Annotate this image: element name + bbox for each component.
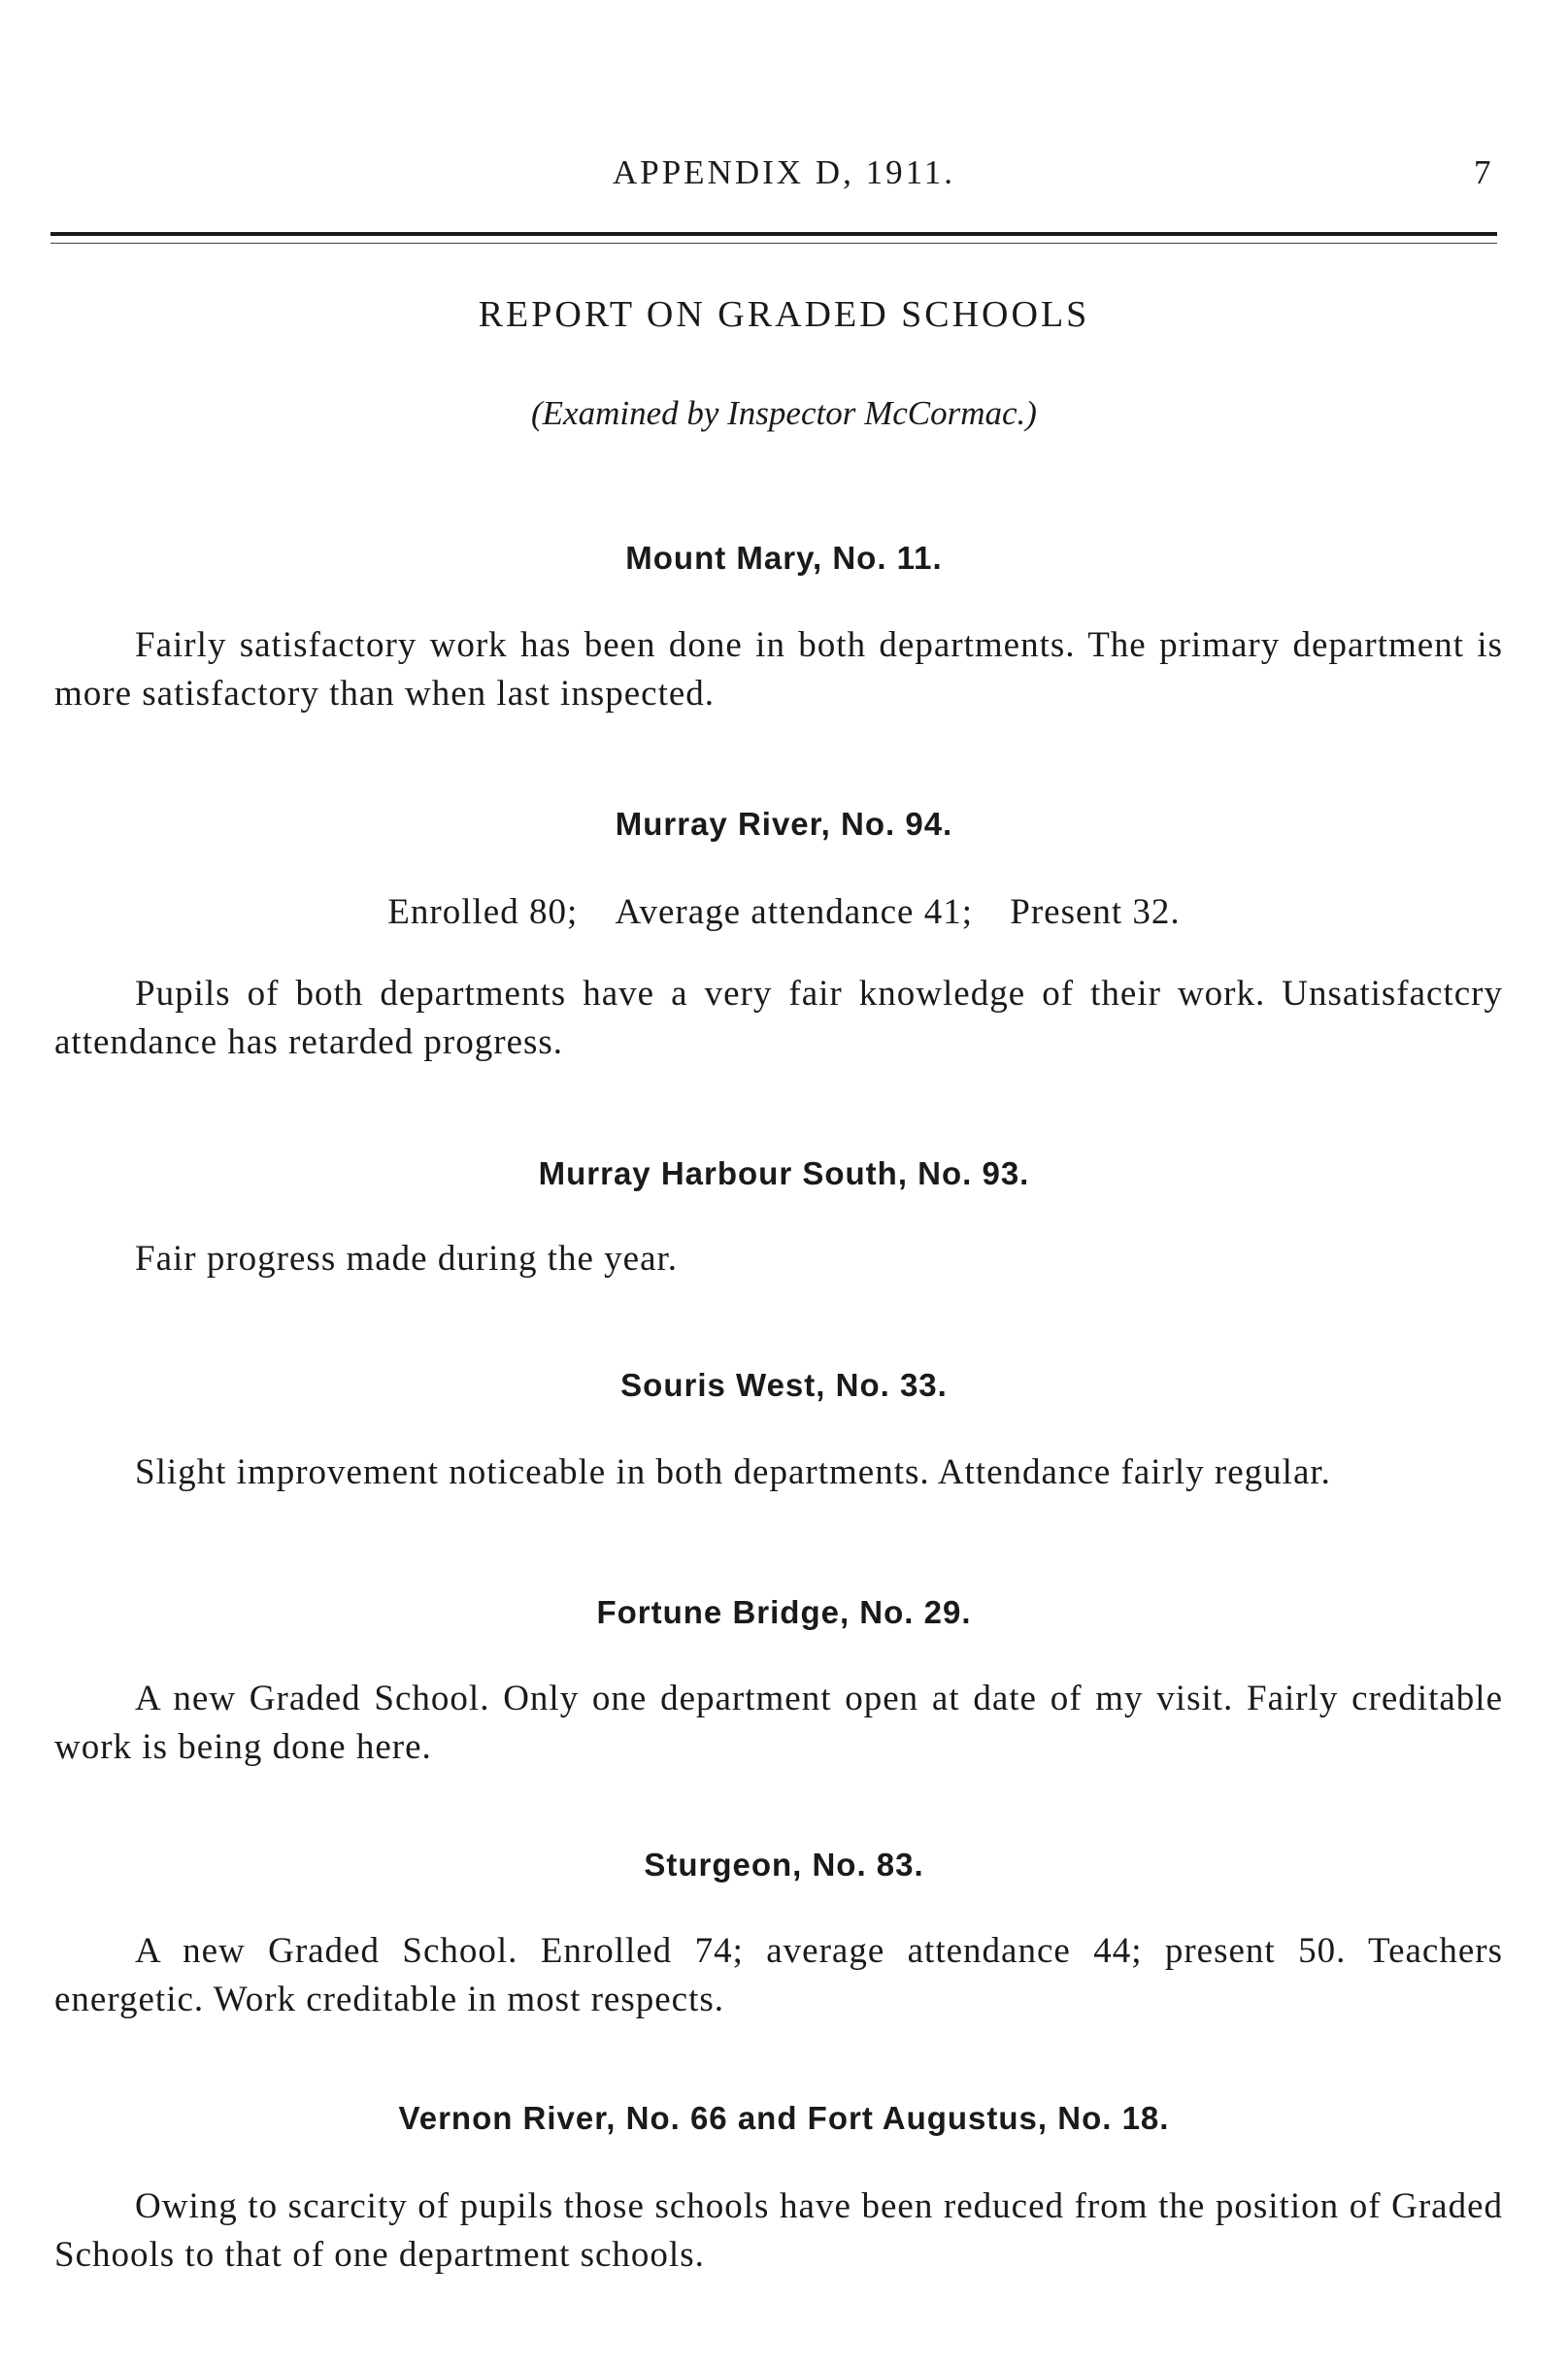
school-report-text <box>54 1235 1503 1283</box>
school-report-text <box>54 2183 1503 2280</box>
average-attendance: Average attendance 41; <box>615 892 973 932</box>
school-report-body: Fair progress made during the year. <box>135 1239 679 1279</box>
attendance-stats <box>0 891 1568 933</box>
school-report-text <box>54 1675 1503 1772</box>
examiner-note: (Examined by Inspector McCormac.) <box>531 394 1037 432</box>
school-report-body: Owing to scarcity of pupils those schools have been reduced from the position of Graded Schools to that of one department schools. <box>54 2186 1503 2275</box>
school-report-body: Pupils of both departments have a very fair knowledge of their work. Unsatisfactcry attendance has retarded progress. <box>54 974 1503 1062</box>
school-report-text <box>54 1449 1503 1497</box>
school-report-text <box>54 1927 1503 2024</box>
running-title: APPENDIX D, 1911. <box>612 153 956 191</box>
enrolled-count: Enrolled 80; <box>387 892 579 932</box>
header-rule-thin <box>50 243 1497 244</box>
report-title: REPORT ON GRADED SCHOOLS <box>478 294 1090 335</box>
present-count: Present 32. <box>1010 892 1181 932</box>
school-heading: Murray River, No. 94. <box>615 806 953 842</box>
school-report-body: A new Graded School. Enrolled 74; average attendance 44; present 50. Teachers energetic. Work creditable in most respects. <box>54 1931 1503 2019</box>
school-heading: Souris West, No. 33. <box>620 1367 948 1403</box>
school-heading: Sturgeon, No. 83. <box>644 1847 924 1883</box>
school-report-text <box>54 970 1503 1067</box>
school-heading: Murray Harbour South, No. 93. <box>538 1155 1030 1191</box>
header-rule-thick <box>50 232 1497 236</box>
page-number: 7 <box>1474 153 1491 191</box>
school-report-text <box>54 621 1503 718</box>
school-report-body: A new Graded School. Only one department open at date of my visit. Fairly creditable work is being done here. <box>54 1679 1503 1767</box>
school-report-body: Fairly satisfactory work has been done in both departments. The primary department is more satisfactory than when last inspected. <box>54 625 1503 714</box>
school-report-body: Slight improvement noticeable in both departments. Attendance fairly regular. <box>135 1452 1331 1492</box>
school-heading: Mount Mary, No. 11. <box>625 540 943 576</box>
school-heading: Fortune Bridge, No. 29. <box>596 1594 972 1630</box>
school-heading: Vernon River, No. 66 and Fort Augustus, No. 18. <box>398 2100 1170 2136</box>
